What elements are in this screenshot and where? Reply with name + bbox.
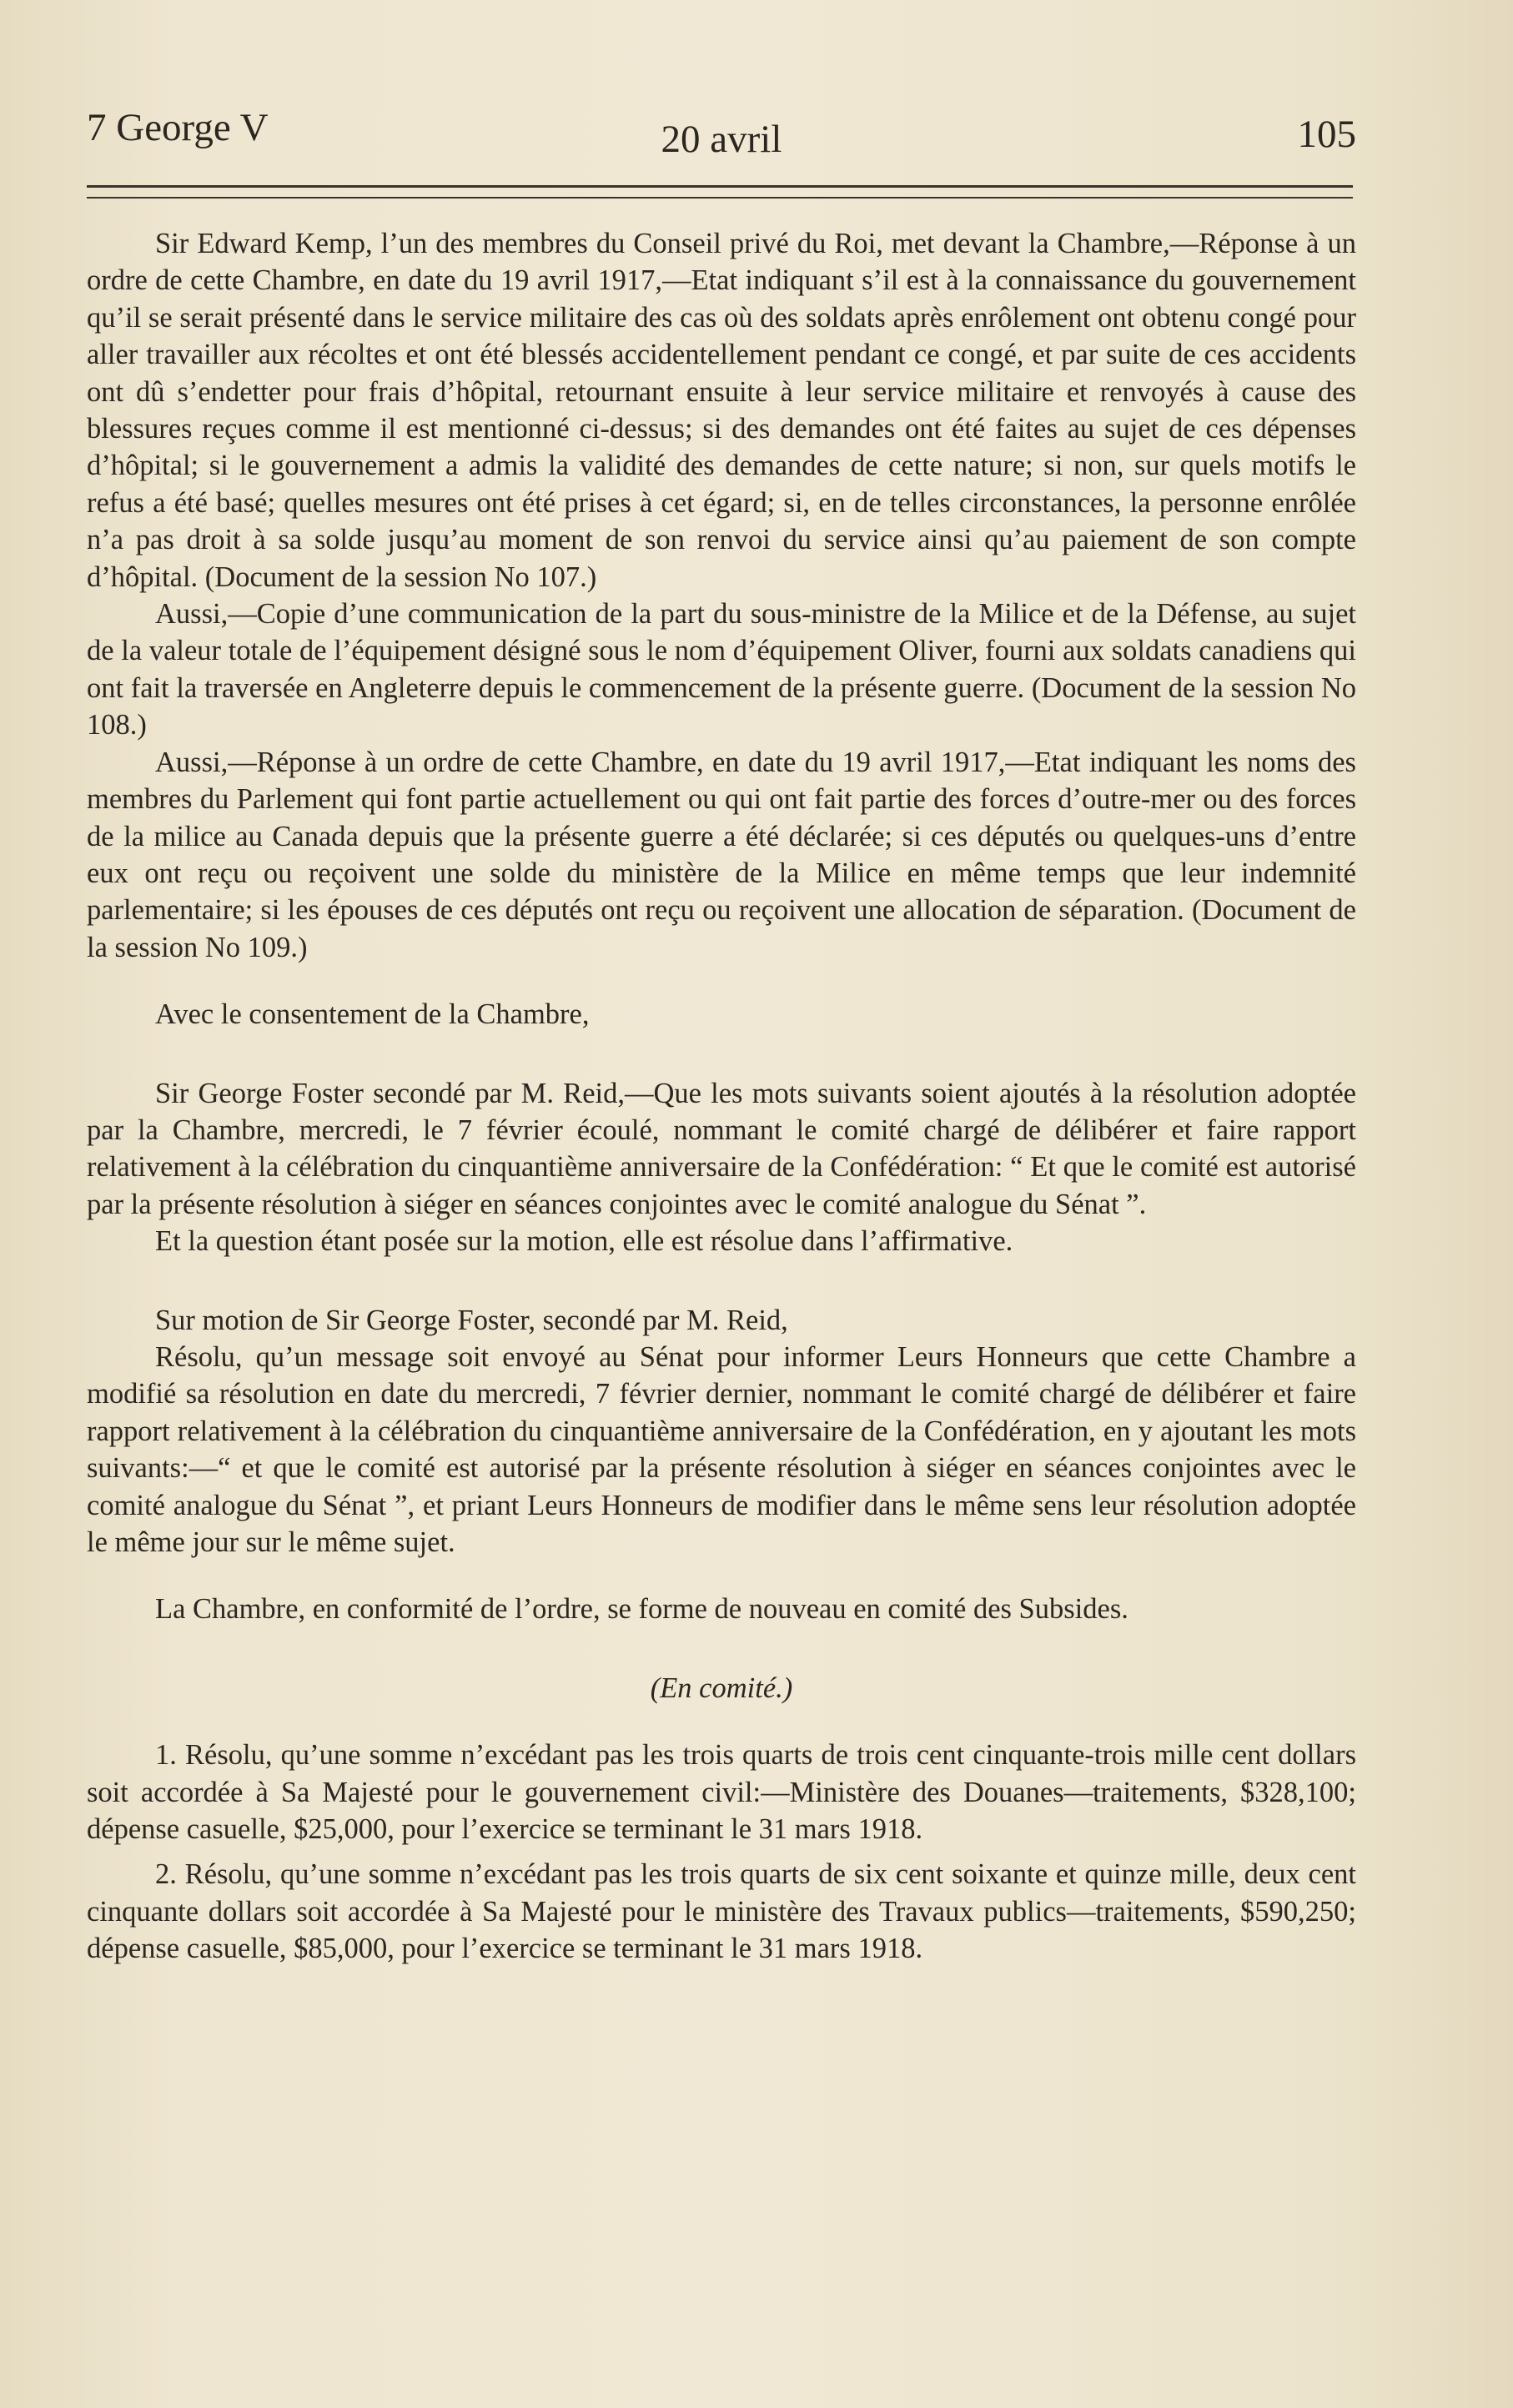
paragraph-kemp-return: Sir Edward Kemp, l’un des membres du Conseil privé du Roi, met devant la Chambre,—Réponse à un ordre de cette Chambre, en date du 19 avril 1917,—Etat indiquant s’il est à la connaissance du gouvernement qu’il se serait présenté dans le service militaire des cas où des soldats après enrôlement ont obtenu congé pour aller travailler aux récoltes et ont été blessés accidentellement pendant ce congé, et par suite de ces accidents ont dû s’endetter pour frais d’hôpital, retournant ensuite à leur service militaire et renvoyés à cause des blessures reçues comme il est mentionné ci-dessus; si des demandes ont été faites au sujet de ces dépenses d’hôpital; si le gouvernement a admis la validité des demandes de cette nature; si non, sur quels motifs le refus a été basé; quelles mesures ont été prises à cet égard; si, en de telles circonstances, la personne enrôlée n’a pas droit à sa solde jusqu’au moment de son renvoi du service ainsi qu’au paiement de son compte d’hôpital. (Document de la session No 107.) — [87, 228, 1356, 593]
paragraph-committee-supply: La Chambre, en conformité de l’ordre, se forme de nouveau en comité des Subsides. — [155, 1593, 1128, 1626]
journal-body — [87, 225, 1356, 1968]
paragraph-consent: Avec le consentement de la Chambre, — [155, 998, 590, 1031]
paragraph-members-forces: Aussi,—Réponse à un ordre de cette Chambre, en date du 19 avril 1917,—Etat indiquant les noms des membres du Parlement qui font partie actuellement ou qui ont fait partie des forces d’outre-mer ou des forces de la milice au Canada depuis que la présente guerre a été déclarée; si ces députés ou quelques-uns d’entre eux ont reçu ou reçoivent une solde du ministère de la Milice en même temps que leur indemnité parlementaire; si les épouses de ces députés ont reçu ou reçoivent une allocation de séparation. (Document de la session No 109.) — [87, 746, 1356, 963]
page-number: 105 — [1297, 113, 1356, 156]
regnal-year: 7 George V — [87, 106, 269, 149]
resolution-1: 1. Résolu, qu’une somme n’excédant pas les trois quarts de trois cent cinquante-trois mille cent dollars soit accordée à Sa Majesté pour le gouvernement civil:—Ministère des Douanes—traitements, $328,100; dépense casuelle, $25,000, pour l’exercice se terminant le 31 mars 1918. — [87, 1739, 1356, 1846]
header-date: 20 avril — [661, 118, 782, 161]
resolution-2: 2. Résolu, qu’une somme n’excédant pas les trois quarts de six cent soixante et quinze mille, deux cent cinquante dollars soit accordée à Sa Majesté pour le ministère des Travaux publics—traitements, $590,250; dépense casuelle, $85,000, pour l’exercice se terminant le 31 mars 1918. — [87, 1858, 1356, 1965]
paragraph-oliver-equipment: Aussi,—Copie d’une communication de la part du sous-ministre de la Milice et de la Défense, au sujet de la valeur totale de l’équipement désigné sous le nom d’équipement Oliver, fourni aux soldats canadiens qui ont fait la traversée en Angleterre depuis le commencement de la présente guerre. (Document de la session No 108.) — [87, 598, 1356, 742]
page-header — [87, 98, 1356, 165]
paragraph-senate-message: Résolu, qu’un message soit envoyé au Sénat pour informer Leurs Honneurs que cette Chambre a modifié sa résolution en date du mercredi, 7 février dernier, nommant le comité chargé de délibérer et faire rapport relativement à la célébration du cinquantième anniversaire de la Confédération, en y ajoutant les mots suivants:—“ et que le comité est autorisé par la présente résolution à siéger en séances conjointes avec le comité analogue du Sénat ”, et priant Leurs Honneurs de modifier dans le même sens leur résolution adoptée le même jour sur le même sujet. — [87, 1340, 1356, 1558]
paragraph-motion-heading: Sur motion de Sir George Foster, secondé par M. Reid, — [155, 1304, 788, 1336]
header-rule-bottom — [87, 197, 1353, 199]
committee-heading: (En comité.) — [650, 1672, 793, 1704]
paragraph-question-resolved: Et la question étant posée sur la motion, elle est résolue dans l’affirmative. — [155, 1225, 1013, 1258]
paragraph-foster-motion: Sir George Foster secondé par M. Reid,—Que les mots suivants soient ajoutés à la résolution adoptée par la Chambre, mercredi, le 7 février écoulé, nommant le comité chargé de délibérer et faire rapport relativement à la célébration du cinquantième anniversaire de la Confédération: “ Et que le comité est autorisé par la présente résolution à siéger en séances conjointes avec le comité analogue du Sénat ”. — [87, 1077, 1356, 1220]
header-rule-top — [87, 185, 1353, 188]
